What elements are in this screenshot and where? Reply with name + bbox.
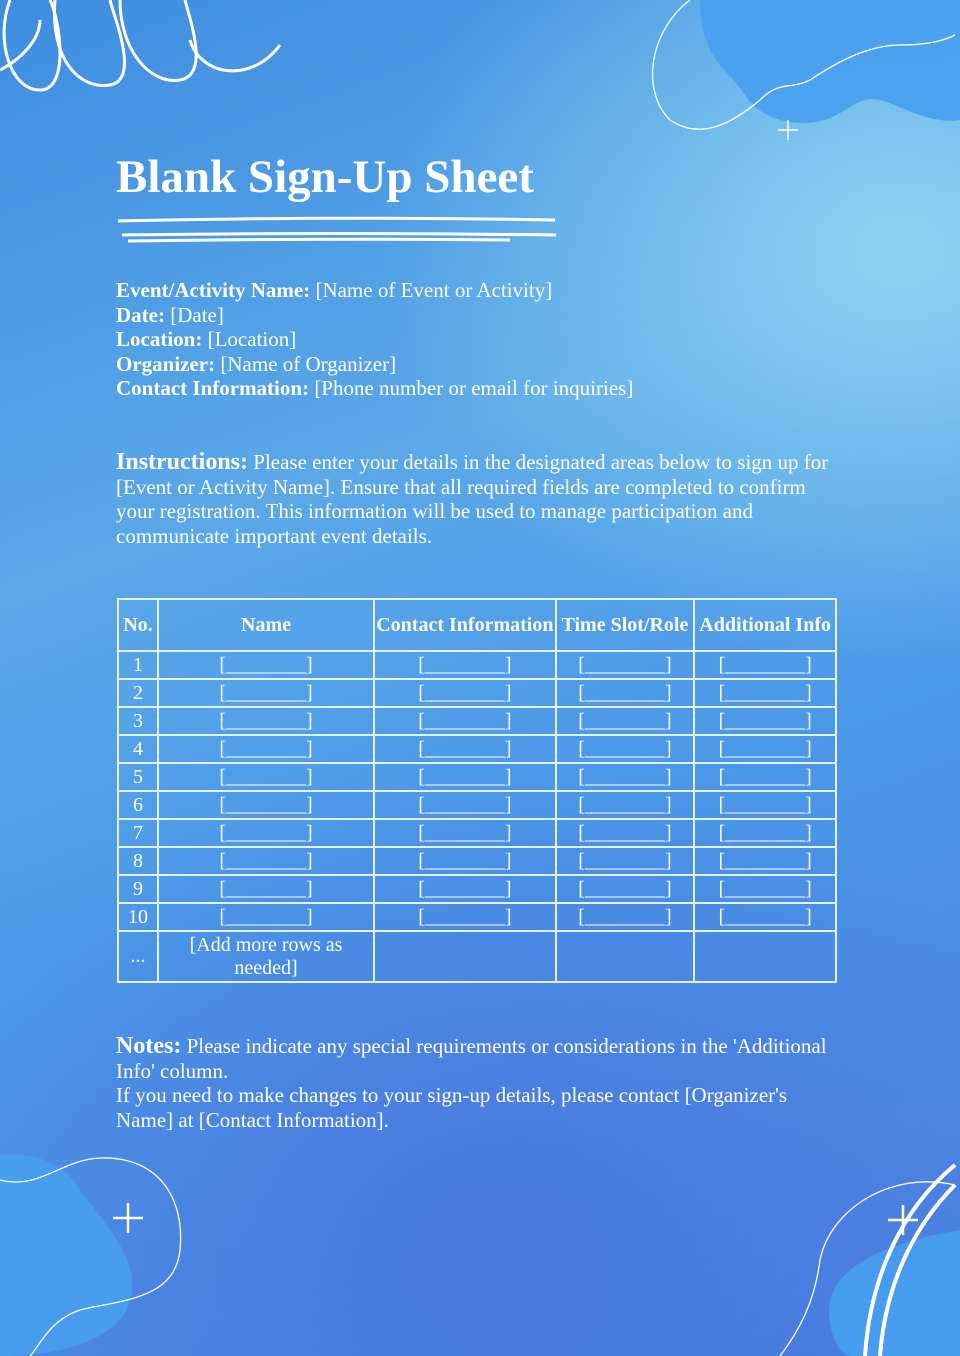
table-row [118, 679, 836, 707]
header-time-slot: Time Slot/Role [556, 599, 695, 651]
cell-contact[interactable]: [________] [374, 679, 555, 707]
signup-table [117, 598, 837, 983]
cell-contact[interactable]: [________] [374, 903, 555, 931]
cell-time-slot[interactable]: [________] [556, 763, 695, 791]
header-additional-info: Additional Info [694, 599, 836, 651]
cell-contact[interactable]: [________] [374, 847, 555, 875]
table-row [118, 763, 836, 791]
cell-additional-info[interactable]: [________] [694, 763, 836, 791]
header-no: No. [118, 599, 158, 651]
table-row-add-more [118, 931, 836, 982]
cell-no: 1 [118, 651, 158, 679]
cell-time-slot[interactable]: [________] [556, 651, 695, 679]
table-row [118, 819, 836, 847]
table-row [118, 651, 836, 679]
blob-top-right [700, 0, 960, 123]
cell-contact[interactable]: [________] [374, 875, 555, 903]
cell-time-slot[interactable]: [________] [556, 875, 695, 903]
cell-no: 4 [118, 735, 158, 763]
cell-no: 3 [118, 707, 158, 735]
cell-name[interactable]: [________] [158, 707, 374, 735]
table-row [118, 903, 836, 931]
table-row [118, 791, 836, 819]
cell-time-slot[interactable]: [________] [556, 791, 695, 819]
plus-icon [113, 1203, 143, 1233]
cell-time-slot [556, 931, 695, 982]
cell-contact[interactable]: [________] [374, 651, 555, 679]
table-row [118, 847, 836, 875]
header-name: Name [158, 599, 374, 651]
cell-no: 8 [118, 847, 158, 875]
cell-time-slot[interactable]: [________] [556, 903, 695, 931]
cell-name[interactable]: [________] [158, 651, 374, 679]
cell-time-slot[interactable]: [________] [556, 847, 695, 875]
event-name-line: Event/Activity Name: [Name of Event or Activity] [116, 278, 553, 302]
cell-time-slot[interactable]: [________] [556, 735, 695, 763]
cell-contact[interactable]: [________] [374, 763, 555, 791]
cell-no: 2 [118, 679, 158, 707]
cell-additional-info[interactable]: [________] [694, 819, 836, 847]
organizer-line: Organizer: [Name of Organizer] [116, 351, 397, 376]
cell-additional-info[interactable]: [________] [694, 735, 836, 763]
cell-additional-info[interactable]: [________] [694, 875, 836, 903]
table-row [118, 707, 836, 735]
cell-name[interactable]: [________] [158, 903, 374, 931]
cell-contact [374, 931, 555, 982]
instructions: Instructions: Please enter your details in the designated areas below to sign up for [Event or Activity Name]. Ensure that all required fields are completed to confirm your registration. This information will be used to manage participation and communicate important event details. [116, 449, 829, 548]
title-underline-decoration [118, 218, 556, 241]
header-contact: Contact Information [374, 599, 555, 651]
table-row [118, 875, 836, 903]
cell-name[interactable]: [________] [158, 679, 374, 707]
cell-additional-info[interactable]: [________] [694, 791, 836, 819]
cell-additional-info[interactable]: [________] [694, 847, 836, 875]
scribble-loops-decoration [0, 0, 280, 90]
page-title: Blank Sign-Up Sheet [116, 151, 534, 203]
cell-no: 6 [118, 791, 158, 819]
cell-name[interactable]: [________] [158, 735, 374, 763]
cell-no: 5 [118, 763, 158, 791]
cell-additional-info[interactable]: [________] [694, 903, 836, 931]
location-line: Location: [Location] [116, 327, 297, 351]
event-info [116, 278, 633, 401]
cell-additional-info [694, 931, 836, 982]
cell-name[interactable]: [________] [158, 791, 374, 819]
cell-name[interactable]: [________] [158, 875, 374, 903]
cell-no: 7 [118, 819, 158, 847]
blob-bottom-left [0, 1154, 132, 1356]
cell-additional-info[interactable]: [________] [694, 679, 836, 707]
cell-additional-info[interactable]: [________] [694, 651, 836, 679]
cell-name[interactable]: [________] [158, 847, 374, 875]
cell-no: 9 [118, 875, 158, 903]
cell-additional-info[interactable]: [________] [694, 707, 836, 735]
cell-time-slot[interactable]: [________] [556, 819, 695, 847]
cell-contact[interactable]: [________] [374, 735, 555, 763]
plus-icon [778, 120, 798, 140]
cell-name: [Add more rows as needed] [158, 931, 374, 982]
blob-bottom-right [829, 1230, 960, 1356]
date-line: Date: [Date] [116, 302, 224, 327]
cell-no: ... [118, 931, 158, 982]
cell-no: 10 [118, 903, 158, 931]
cell-contact[interactable]: [________] [374, 819, 555, 847]
cell-time-slot[interactable]: [________] [556, 707, 695, 735]
cell-name[interactable]: [________] [158, 763, 374, 791]
cell-name[interactable]: [________] [158, 819, 374, 847]
cell-contact[interactable]: [________] [374, 791, 555, 819]
cell-time-slot[interactable]: [________] [556, 679, 695, 707]
table-row [118, 735, 836, 763]
cell-contact[interactable]: [________] [374, 707, 555, 735]
notes: Notes: Please indicate any special requirements or considerations in the 'Additional Info' column. If you need to make changes to your sign-up details, please contact [Organizer's Name] at [Contact Information]. [116, 1033, 827, 1132]
contact-line: Contact Information: [Phone number or email for inquiries] [116, 376, 634, 400]
table-header [118, 599, 836, 651]
